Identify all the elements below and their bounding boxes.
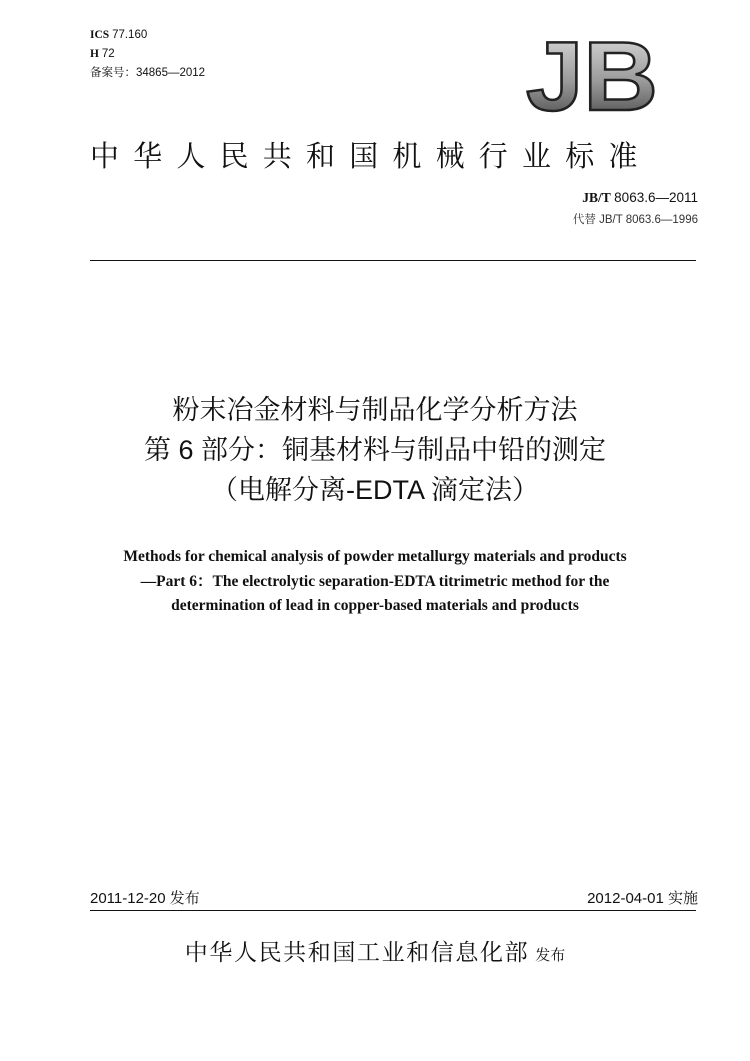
logo-letters: JB (526, 34, 658, 116)
standard-value: 8063.6—2011 (614, 190, 698, 205)
classification-block (90, 26, 205, 83)
chinese-title-line-2: 第 6 部分：铜基材料与制品中铅的测定 (143, 435, 607, 465)
issuer-name: 中华人民共和国工业和信息化部 (184, 939, 530, 965)
english-title (0, 545, 750, 619)
ics-line (90, 26, 205, 45)
class-value: 72 (101, 48, 115, 60)
issuer-suffix: 发布 (535, 947, 566, 964)
replaces-note: 代替 JB/T 8063.6—1996 (572, 214, 698, 226)
class-label: H (90, 48, 99, 60)
class-line (90, 45, 205, 64)
chinese-title (0, 390, 750, 510)
issuing-authority (0, 934, 750, 967)
publish-date: 2011-12-20 发布 (90, 890, 200, 907)
english-title-line-2: —Part 6：The electrolytic separation-EDTA titrimetric method for the (140, 572, 610, 590)
filing-number: 备案号：34865—2012 (90, 67, 206, 79)
standard-title: 中华人民共和国机械行业标准 (90, 141, 652, 173)
ics-value: 77.160 (112, 29, 148, 41)
standard-number (582, 190, 698, 206)
chinese-title-line-1: 粉末冶金材料与制品化学分析方法 (172, 395, 578, 425)
ics-label: ICS (90, 29, 110, 41)
standard-prefix: JB/T (582, 190, 611, 205)
top-divider (90, 260, 696, 261)
english-title-line-1: Methods for chemical analysis of powder metallurgy materials and products (123, 548, 627, 565)
chinese-title-line-3: （电解分离-EDTA 滴定法） (210, 475, 539, 505)
jb-logo (524, 34, 660, 116)
english-title-line-3: determination of lead in copper-based materials and products (171, 597, 579, 614)
bottom-divider (90, 910, 696, 911)
implement-date: 2012-04-01 实施 (587, 890, 698, 907)
